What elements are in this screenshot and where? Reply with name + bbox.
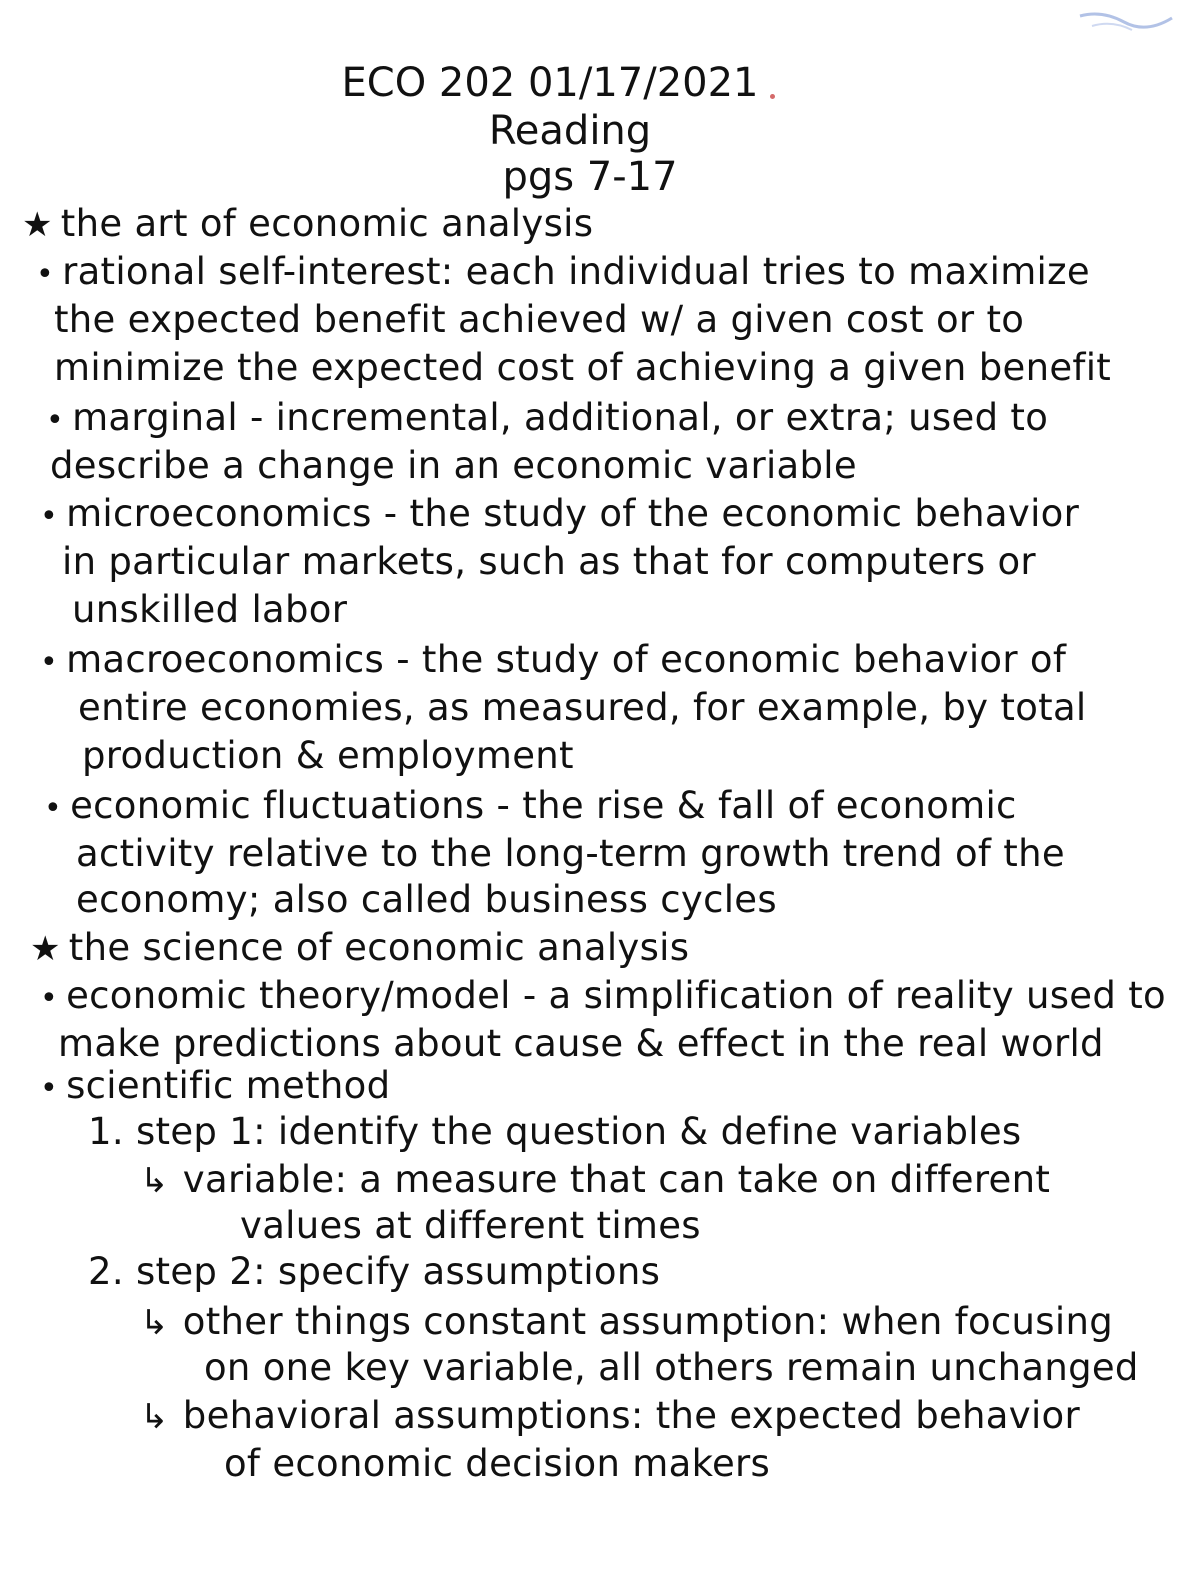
note-line: in particular markets, such as that for computers or <box>62 540 1036 583</box>
bullet-icon: • <box>40 981 58 1016</box>
star-icon: ★ <box>22 205 53 245</box>
line-text: rational self-interest: each individual tries to maximize <box>62 250 1090 293</box>
note-line: production & employment <box>82 734 574 777</box>
note-line: values at different times <box>240 1204 701 1247</box>
bullet-economic-theory <box>40 974 1166 1021</box>
arrow-icon: ↳ <box>140 1397 169 1437</box>
note-line: economy; also called business cycles <box>76 878 777 921</box>
line-text: scientific method <box>66 1064 391 1107</box>
arrow-note-other-things-constant <box>140 1300 1113 1345</box>
star-icon: ★ <box>30 929 61 969</box>
heading-text: the science of economic analysis <box>68 926 690 969</box>
bullet-icon: • <box>40 645 58 680</box>
note-line: describe a change in an economic variable <box>50 444 857 487</box>
line-text: economic fluctuations - the rise & fall of economic <box>70 784 1017 827</box>
bullet-economic-fluctuations <box>44 784 1017 831</box>
line-text: other things constant assumption: when focusing <box>182 1300 1113 1343</box>
line-text: marginal - incremental, additional, or extra; used to <box>72 396 1049 439</box>
note-line: on one key variable, all others remain unchanged <box>204 1346 1139 1389</box>
note-line: the expected benefit achieved w/ a given cost or to <box>54 298 1025 341</box>
line-text: economic theory/model - a simplification of reality used to <box>66 974 1166 1017</box>
title-pages: pgs 7-17 <box>502 154 678 200</box>
bullet-icon: • <box>46 403 64 438</box>
bullet-microeconomics <box>40 492 1079 539</box>
bullet-scientific-method <box>40 1064 390 1111</box>
line-text: macroeconomics - the study of economic behavior of <box>66 638 1067 681</box>
note-line: of economic decision makers <box>224 1442 771 1485</box>
bullet-macroeconomics <box>40 638 1066 685</box>
section-heading-science <box>30 926 689 971</box>
title-reading: Reading <box>488 108 652 154</box>
bullet-icon: • <box>44 791 62 826</box>
line-text: microeconomics - the study of the economic behavior <box>66 492 1080 535</box>
line-text: behavioral assumptions: the expected behavior <box>182 1394 1080 1437</box>
title-course-date: ECO 202 01/17/2021 <box>341 60 759 106</box>
note-line: entire economies, as measured, for example, by total <box>78 686 1087 729</box>
step-2: 2. step 2: specify assumptions <box>88 1250 661 1293</box>
bullet-icon: • <box>40 1071 58 1106</box>
note-line: unskilled labor <box>72 588 348 631</box>
note-line: make predictions about cause & effect in the real world <box>58 1022 1104 1065</box>
note-line: minimize the expected cost of achieving a given benefit <box>54 346 1112 389</box>
arrow-note-variable <box>140 1158 1050 1203</box>
arrow-note-behavioral-assumptions <box>140 1394 1080 1439</box>
section-heading-art <box>22 202 593 247</box>
bullet-icon: • <box>36 257 54 292</box>
arrow-icon: ↳ <box>140 1303 169 1343</box>
step-1: 1. step 1: identify the question & define variables <box>88 1110 1022 1153</box>
bullet-rational-self-interest <box>36 250 1090 297</box>
note-line: activity relative to the long-term growth trend of the <box>76 832 1065 875</box>
arrow-icon: ↳ <box>140 1161 169 1201</box>
bullet-marginal <box>46 396 1048 443</box>
line-text: variable: a measure that can take on different <box>182 1158 1051 1201</box>
bullet-icon: • <box>40 499 58 534</box>
ink-smudge-mark <box>1072 6 1182 42</box>
heading-text: the art of economic analysis <box>60 202 594 245</box>
